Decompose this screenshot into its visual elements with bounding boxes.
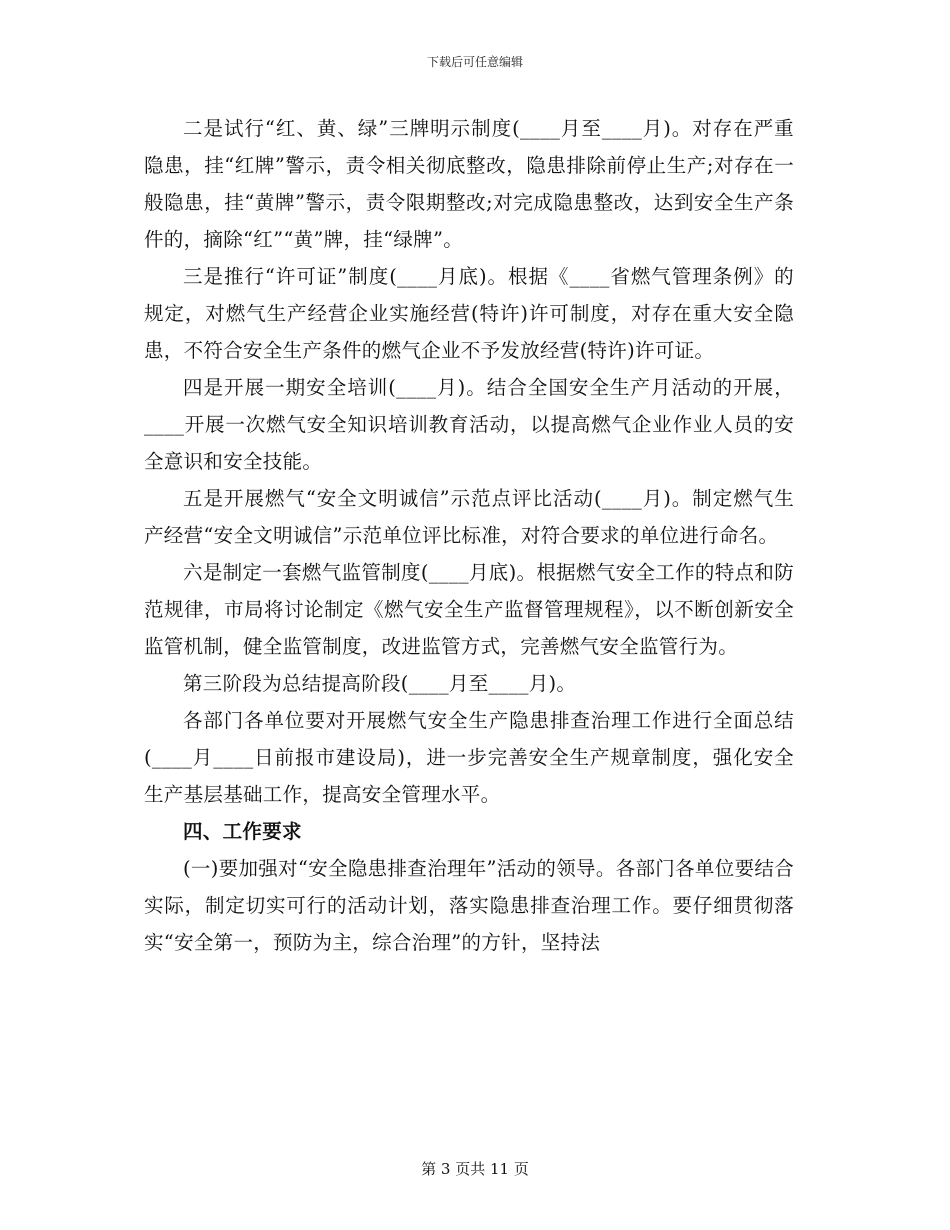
paragraph-stage-three: 第三阶段为总结提高阶段(____月至____月)。 xyxy=(183,672,577,695)
paragraph-training: 四是开展一期安全培训(____月)。结合全国安全生产月活动的开展，____开展一次燃气安全知识培训教育活动，以提高燃气企业作业人员的安全意识和安全技能。 xyxy=(144,376,794,473)
paragraph-summary: 各部门各单位要对开展燃气安全生产隐患排查治理工作进行全面总结(____月____日前报市建设局)，进一步完善安全生产规章制度，强化安全生产基层基础工作，提高安全管理水平。 xyxy=(144,709,794,806)
paragraph-demonstration: 五是开展燃气“安全文明诚信”示范点评比活动(____月)。制定燃气生产经营“安全文明诚信”示范单位评比标准，对符合要求的单位进行命名。 xyxy=(144,487,794,547)
paragraph-leadership: (一)要加强对“安全隐患排查治理年”活动的领导。各部门各单位要结合实际，制定切实可行的活动计划，落实隐患排查治理工作。要仔细贯彻落实“安全第一，预防为主，综合治理”的方针，坚持法 xyxy=(144,857,794,954)
page-header: 下载后可任意编辑 xyxy=(426,55,523,69)
paragraph-red-yellow-green: 二是试行“红、黄、绿”三牌明示制度(____月至____月)。对存在严重隐患，挂“红牌”警示，责令相关彻底整改，隐患排除前停止生产;对存在一般隐患，挂“黄牌”警示，责令限期整改;对完成隐患整改，达到安全生产条件的，摘除“红”“黄”牌，挂“绿牌”。 xyxy=(144,117,794,251)
paragraph-regulation: 六是制定一套燃气监管制度(____月底)。根据燃气安全工作的特点和防范规律，市局将讨论制定《燃气安全生产监督管理规程》，以不断创新安全监管机制，健全监管制度，改进监管方式，完善燃气安全监管行为。 xyxy=(144,561,794,658)
page-footer: 第 3 页共 11 页 xyxy=(421,1160,529,1178)
document-body xyxy=(144,110,794,961)
section-heading: 四、工作要求 xyxy=(183,820,302,843)
paragraph-license: 三是推行“许可证”制度(____月底)。根据《____省燃气管理条例》的规定，对燃气生产经营企业实施经营(特许)许可制度，对存在重大安全隐患，不符合安全生产条件的燃气企业不予发放经营(特许)许可证。 xyxy=(144,265,794,362)
